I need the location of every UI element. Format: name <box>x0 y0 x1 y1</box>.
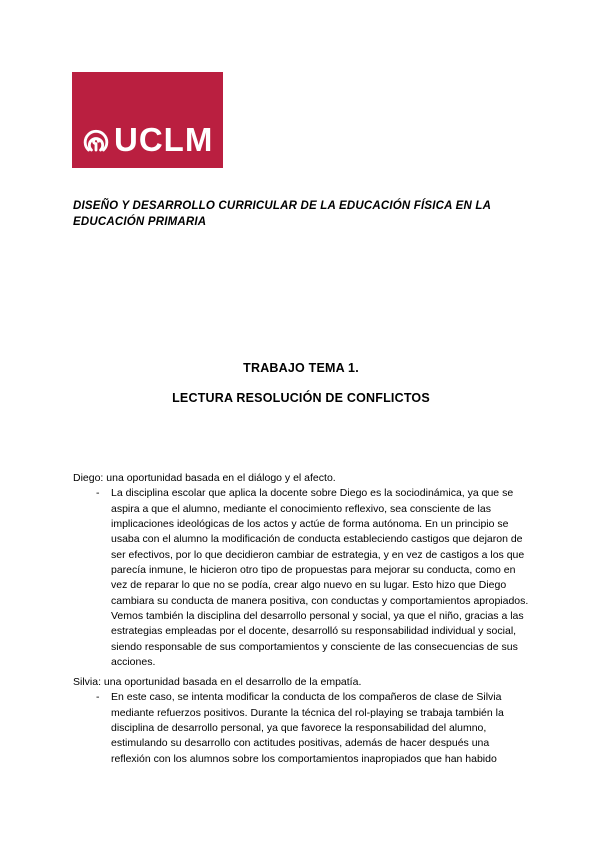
course-heading <box>73 198 543 230</box>
course-heading-line-2: EDUCACIÓN PRIMARIA <box>73 216 207 228</box>
section-silvia <box>73 675 531 767</box>
section-silvia-lead: Silvia: una oportunidad basada en el desarrollo de la empatía. <box>73 676 362 688</box>
section-diego-paragraph: La disciplina escolar que aplica la docente sobre Diego es la sociodinámica, ya que se aspira a que el alumno, mediante el conocimiento reflexivo, sea consciente de las implicaciones ideológicas de los actos y actúe de forma autónoma. En un principio se usaba con el alumno la modificación de conducta estableciendo castigos que dejaron de ser efectivos, por lo que decidieron cambiar de estrategia, y en vez de castigos a los que parecía inmune, le hicieron otro tipo de propuestas para mejorar su conducta, como en vez de reparar lo que no se podía, crear algo nuevo en su lugar. Esto hizo que Diego cambiara su conducta de manera positiva, con conductas y comportamientos apropiados. Vemos también la disciplina del desarrollo personal y social, ya que el niño, gracias a las estrategias empleadas por el docente, desarrolló su responsabilidad individual y social, siendo responsable de sus comportamientos y consciente de las consecuencias de sus acciones. <box>111 487 529 669</box>
bullet-marker: - <box>96 487 100 500</box>
work-title: TRABAJO TEMA 1. <box>243 361 359 375</box>
uclm-logo <box>72 72 223 168</box>
section-silvia-paragraph: En este caso, se intenta modificar la conducta de los compañeros de clase de Silvia mediante refuerzos positivos. Durante la técnica del rol-playing se trabaja también la disciplina de desarrollo personal, ya que favorece la responsabilidad del alumno, estimulando su desarrollo con actitudes positivas, además de hacer después una reflexión con los alumnos sobre los comportamientos inapropiados que han habido <box>111 691 504 765</box>
section-diego-bullet <box>73 486 531 670</box>
course-heading-line-1: DISEÑO Y DESARROLLO CURRICULAR DE LA EDUCACIÓN FÍSICA EN LA <box>73 200 492 212</box>
uclm-logo-wordmark: UCLM <box>114 121 214 158</box>
section-silvia-bullet <box>73 690 531 767</box>
bullet-marker: - <box>96 691 100 704</box>
uclm-emblem-icon <box>81 125 111 155</box>
section-diego-lead: Diego: una oportunidad basada en el diálogo y el afecto. <box>73 472 336 484</box>
section-diego <box>73 471 531 670</box>
uclm-logo-row <box>81 123 213 156</box>
reading-title: LECTURA RESOLUCIÓN DE CONFLICTOS <box>172 391 430 405</box>
